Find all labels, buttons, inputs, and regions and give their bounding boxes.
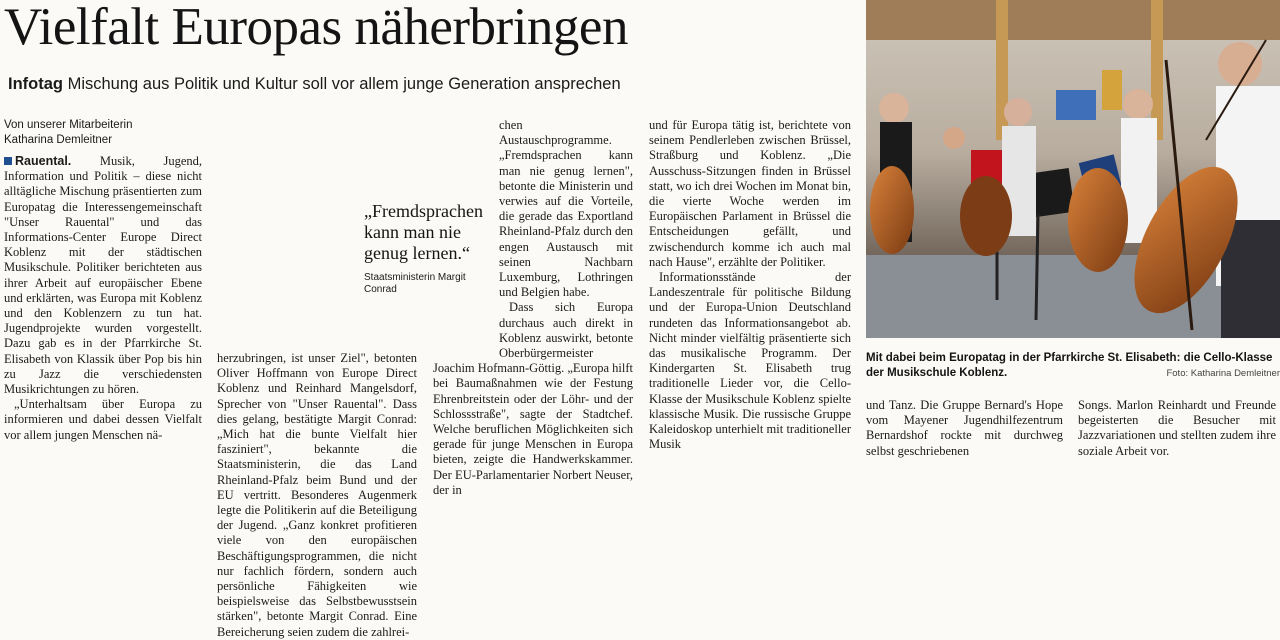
subheadline (8, 75, 621, 94)
quote-float-space (431, 176, 493, 348)
paragraph: Songs. Marlon Reinhardt und Freunde begeisterten die Besucher mit Jazzvariationen und stellten zudem ihre soziale Arbeit vor. (1078, 398, 1276, 458)
dateline-location: Rauental. (15, 154, 72, 168)
paragraph: chen Austauschprogramme. „Fremdsprachen kann man nie genug lernen", betonte die Ministerin und verwies auf die Vorteile, die gerade das Exportland Rheinland-Pfalz durch den engen Austausch mit seinen Nachbarn Luxemburg, Lothringen und Belgien habe. (499, 118, 633, 300)
paragraph: und für Europa tätig ist, berichtete von seinem Pendlerleben zwischen Brüssel, Straßburg und Koblenz. „Die Ausschuss-Sitzungen finden in Brüssel statt, wo ich drei Wochen im Monat bin, die vierte Woche werden im Europäischen Parlament in Brüssel die Entscheidungen gefällt, und zwischendurch komme ich auch mal nach Hause", erzählte der Politiker. (649, 118, 851, 269)
paragraph: Dass sich Europa durchaus auch direkt in Koblenz auswirkt, betonte Oberbürgermeister Joachim Hofmann-Göttig. „Europa hilft bei Baumaßnahmen wie der Festung Ehrenbreitstein oder der Löhr- und der Schlossstraße", sagte der Stadtchef. Welche beruflichen Möglichkeiten sich gerade für junge Menschen in Europa bieten, zeigte die Handwerkskammer. Der EU-Parlamentarier Norbert Neuser, der in (433, 300, 633, 497)
column-4 (649, 118, 851, 467)
lead-paragraph (4, 154, 202, 397)
column-1 (4, 118, 202, 467)
paragraph: herzubringen, ist unser Ziel", betonten Oliver Hoffmann von Europe Direct Koblenz und Reinhard Mangelsdorf, Sprecher von "Unser Rauental". Dass dies gelang, bestätigte Margit Conrad: „Mich hat die bunte Vielfalt hier fasziniert", bekannte die Staatsministerin, die das Land Rheinland-Pfalz beim Bund und der EU vertritt. Besonderes Augenmerk legte die Politikerin auf die Beteiligung der Jugend. „Ganz konkret profitieren viele von den europäischen Beschäftigungsprogrammen, die nicht nur fachlich fördern, sondern auch persönliche Fähigkeiten wie beispielsweise das Selbstbewusstsein stärken", betonte Margit Conrad. Eine Bereicherung seien zudem die zahlrei- (217, 351, 417, 639)
paragraph: Informationsstände der Landeszentrale für politische Bildung und der Europa-Union Deutschland rundeten das Informationsangebot ab. Nicht minder vielfältig präsentierte sich das musikalische Programm. Der Kindergarten St. Elisabeth trug traditionelle Lieder vor, die Cello-Klasse der Musikschule Koblenz spielte klassische Musik. Die russische Gruppe Kaleidoskop unterhielt mit traditioneller Musik (649, 270, 851, 452)
photo-image (866, 0, 1280, 338)
location-marker-icon (4, 157, 12, 165)
byline-line-1: Von unserer Mitarbeiterin (4, 119, 133, 131)
photo-credit: Foto: Katharina Demleitner (1166, 368, 1280, 379)
byline-line-2: Katharina Demleitner (4, 134, 113, 146)
subhead-text: Mischung aus Politik und Kultur soll vor allem junge Generation ansprechen (67, 75, 621, 93)
byline (4, 118, 202, 148)
pull-quote-text: „Fremdsprachen kann man nie genug lernen.“ (364, 201, 483, 263)
pull-quote-source: Staatsministerin Margit Conrad (364, 272, 466, 295)
headline: Vielfalt Europas näherbringen (4, 0, 628, 56)
column-6 (1078, 398, 1276, 467)
subhead-kicker: Infotag (8, 75, 63, 93)
photo-caption: Mit dabei beim Europatag in der Pfarrkirche St. Elisabeth: die Cello-Klasse der Musikschule Koblenz. (866, 352, 1273, 379)
paragraph: „Unterhaltsam über Europa zu informieren und dabei dessen Vielfalt vor allem jungen Menschen nä- (4, 397, 202, 442)
lead-text: Musik, Jugend, Information und Politik – diese nicht alltägliche Mischung präsentierten zum Europatag die Interessengemeinschaft "Unser Rauental" und das Informations-Center Europe Direct Koblenz mit der städtischen Musikschule. Politiker berichteten aus ihrer Arbeit auf europäischer Ebene und erklärten, was Europa mit Koblenz und den Koblenzern zu tun hat. Jugendprojekte wurden vorgestellt. Dazu gab es in der Pfarrkirche St. Elisabeth von Klassik über Pop bis hin zu Jazz die verschiedensten Musikrichtungen zu hören. (4, 154, 202, 397)
column-3 (433, 118, 633, 497)
paragraph: und Tanz. Die Gruppe Bernard's Hope vom Mayener Jugendhilfezentrum Bernardshof rockte mit durchweg selbst geschriebenen (866, 398, 1063, 458)
column-5 (866, 398, 1063, 467)
cello-class-photo (866, 0, 1280, 338)
